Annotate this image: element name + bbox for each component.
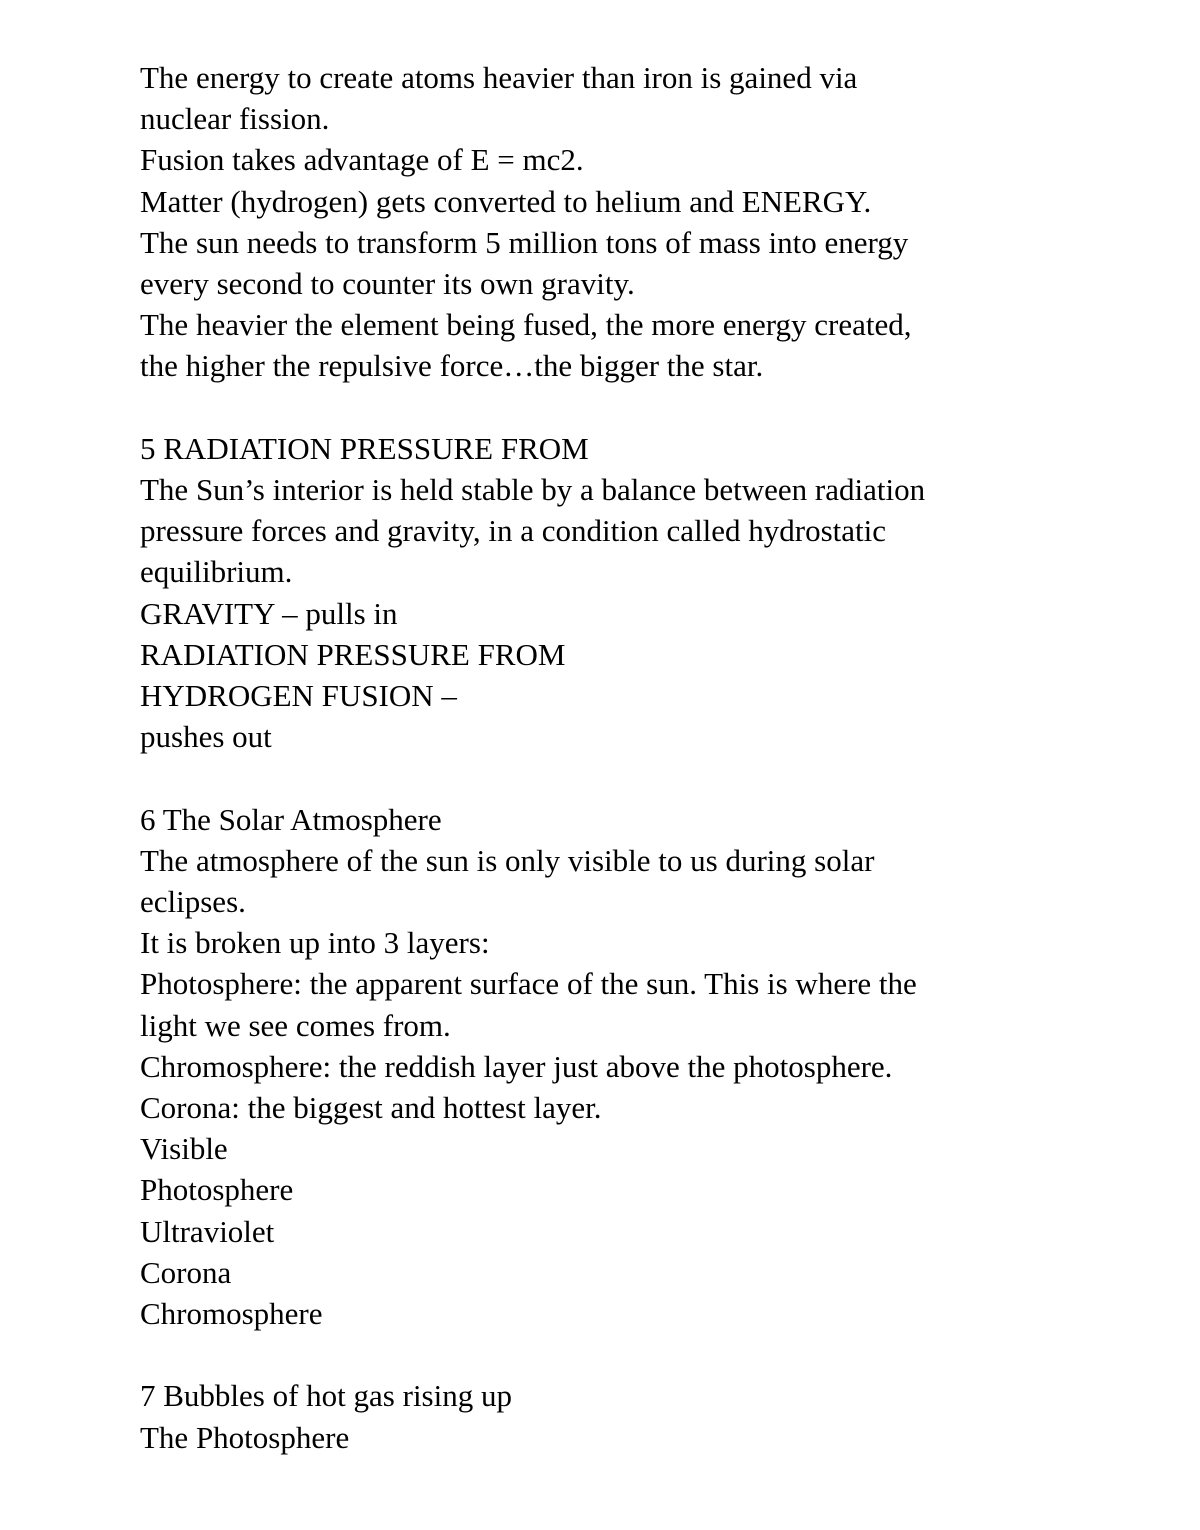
text-line: The heavier the element being fused, the more energy created,: [140, 307, 912, 343]
section-heading: 5 RADIATION PRESSURE FROM: [140, 430, 589, 466]
text-line: pushes out: [140, 719, 272, 755]
text-line: RADIATION PRESSURE FROM: [140, 636, 566, 672]
text-line: The sun needs to transform 5 million tons of mass into energy: [140, 224, 909, 260]
text-line: every second to counter its own gravity.: [140, 266, 635, 302]
blank-line: [140, 757, 1140, 798]
text-line: The Sun’s interior is held stable by a balance between radiation: [140, 472, 926, 508]
section-heading: 6 The Solar Atmosphere: [140, 801, 442, 837]
text-line: Visible: [140, 1131, 228, 1167]
blank-line: [140, 1334, 1140, 1375]
text-line: The atmosphere of the sun is only visible to us during solar: [140, 842, 875, 878]
text-line: nuclear fission.: [140, 101, 330, 137]
document-page: [140, 57, 1140, 1458]
text-line: Chromosphere: [140, 1296, 323, 1332]
text-line: HYDROGEN FUSION –: [140, 678, 457, 714]
text-line: eclipses.: [140, 884, 246, 920]
text-line: equilibrium.: [140, 554, 293, 590]
text-line: It is broken up into 3 layers:: [140, 925, 490, 961]
text-line: Photosphere: the apparent surface of the sun. This is where the: [140, 966, 917, 1002]
text-line: Matter (hydrogen) gets converted to helium and ENERGY.: [140, 183, 872, 219]
text-line: The energy to create atoms heavier than iron is gained via: [140, 60, 858, 95]
text-line: Photosphere: [140, 1172, 294, 1208]
text-line: light we see comes from.: [140, 1007, 451, 1043]
text-line: Corona: the biggest and hottest layer.: [140, 1090, 602, 1126]
text-line: GRAVITY – pulls in: [140, 595, 398, 631]
text-line: The Photosphere: [140, 1419, 350, 1455]
section-heading: 7 Bubbles of hot gas rising up: [140, 1378, 512, 1414]
text-line: pressure forces and gravity, in a condition called hydrostatic: [140, 513, 887, 549]
text-line: Fusion takes advantage of E = mc2.: [140, 142, 584, 178]
blank-line: [140, 387, 1140, 428]
text-line: the higher the repulsive force…the bigger the star.: [140, 348, 764, 384]
text-line: Corona: [140, 1254, 232, 1290]
text-line: Chromosphere: the reddish layer just above the photosphere.: [140, 1048, 893, 1084]
text-line: Ultraviolet: [140, 1213, 275, 1249]
